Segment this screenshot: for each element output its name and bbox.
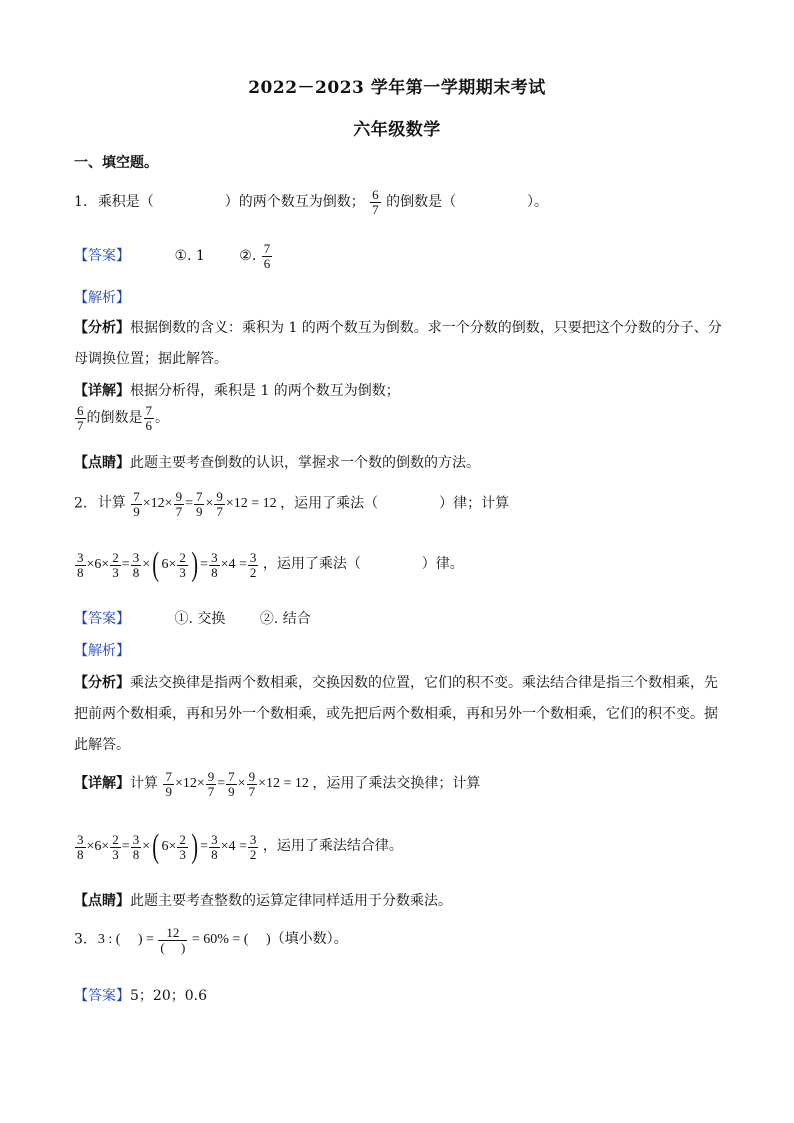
question-number: 2. xyxy=(74,495,88,512)
equation-associative: $\frac{3}{8}$ ×6× $\frac{2}{3}$ = $\frac{3}{8}$ ×( 6× $\frac{2}{3}$ ) = $\frac{3}{8}$ ×4 = $\frac{3}{2}$ xyxy=(77,828,257,865)
text-line: 此题主要考查倒数的认识，掌握求一个数的倒数的方法。 xyxy=(130,455,480,471)
fenxi-tag: 【分析】 xyxy=(74,320,130,336)
answer-tag: 【答案】 xyxy=(74,248,130,265)
question-text: ，运用了乘法（ xyxy=(280,495,379,512)
exam-title: 2022－2023 学年第一学期期末考试 xyxy=(248,78,546,98)
fraction: $\frac{7}{6}$ xyxy=(145,403,152,433)
question-text: ）的两个数互为倒数； xyxy=(224,194,365,211)
analysis-paragraph xyxy=(74,672,718,692)
dianjing-tag: 【点睛】 xyxy=(74,893,130,909)
answer-item: ①. 1 xyxy=(174,248,205,265)
exam-subtitle: 六年级数学 xyxy=(353,120,441,140)
question-text: ）律；计算 xyxy=(439,495,510,512)
answer-tag: 【答案】 xyxy=(74,988,130,1004)
xiangjie-tag: 【详解】 xyxy=(74,775,130,792)
answer-item: ②. 结合 xyxy=(259,611,311,627)
question-number: 1. xyxy=(74,194,88,211)
detail-paragraph xyxy=(74,770,480,798)
text-line: 根据倒数的含义：乘积为 1 的两个数互为倒数。求一个分数的倒数，只要把这个分数的分子、分 xyxy=(130,320,722,336)
fenxi-tag: 【分析】 xyxy=(74,675,130,691)
answer-line xyxy=(74,985,207,1005)
detail-formula xyxy=(74,830,403,864)
question-2 xyxy=(74,490,509,518)
text-line: 此解答。 xyxy=(74,737,130,753)
xiangjie-tag: 【详解】 xyxy=(74,383,130,399)
text-line: 母调换位置；据此解答。 xyxy=(74,351,228,367)
question-text: 计算 xyxy=(97,495,126,512)
text-line: 计算 xyxy=(130,775,158,792)
answer-item: 5；20；0.6 xyxy=(130,988,207,1004)
question-1 xyxy=(74,188,548,216)
question-text: ）律。 xyxy=(421,556,464,573)
section-heading: 一、填空题。 xyxy=(74,155,158,171)
fraction: $\frac{6}{7}$ xyxy=(372,187,379,217)
key-point xyxy=(74,452,480,472)
text-line: 的倒数是 xyxy=(86,410,143,427)
answer-item: ②. xyxy=(239,248,257,265)
equation-associative: $\frac{3}{8}$ ×6× $\frac{2}{3}$ = $\frac{3}{8}$ ×( 6× $\frac{2}{3}$ ) = $\frac{3}{8}$ ×4 = $\frac{3}{2}$ xyxy=(77,546,257,583)
text-line: 乘法交换律是指两个数相乘，交换因数的位置，它们的积不变。乘法结合律是指三个数相乘，先 xyxy=(130,675,718,691)
question-number: 3. xyxy=(74,931,88,948)
fraction: $\frac{12}{( )}$ xyxy=(160,925,186,955)
punctuation: 。 xyxy=(155,410,169,427)
answer-item: ①. 交换 xyxy=(174,611,226,627)
question-3 xyxy=(74,926,348,954)
analysis-paragraph xyxy=(74,317,722,337)
fraction: $\frac{7}{6}$ xyxy=(263,241,271,271)
key-point xyxy=(74,890,452,910)
answer-tag: 【答案】 xyxy=(74,611,130,627)
equation: 3 : ( ) = $\frac{12}{( )}$ = 60% = ( )（填小数）。 xyxy=(97,925,348,955)
question-text: ，运用了乘法（ xyxy=(262,556,361,573)
question-text: 乘积是（ xyxy=(97,194,154,211)
equation-commutative: $\frac{7}{9}$ ×12× $\frac{9}{7}$ = $\frac{7}{9}$ × $\frac{9}{7}$ ×12 = 12 xyxy=(133,489,277,519)
question-text: 的倒数是（ xyxy=(386,194,457,211)
fraction: $\frac{6}{7}$ xyxy=(77,403,84,433)
text-line: ，运用了乘法交换律；计算 xyxy=(312,775,481,792)
text-line: 此题主要考查整数的运算定律同样适用于分数乘法。 xyxy=(130,893,452,909)
text-line: 根据分析得，乘积是 1 的两个数互为倒数； xyxy=(130,383,400,399)
question-2-line2 xyxy=(74,548,464,582)
analysis-tag: 【解析】 xyxy=(74,290,130,306)
analysis-tag: 【解析】 xyxy=(74,643,130,659)
question-text: ）。 xyxy=(527,194,549,211)
equation-commutative: $\frac{7}{9}$ ×12× $\frac{9}{7}$ = $\frac{7}{9}$ × $\frac{9}{7}$ ×12 = 12 xyxy=(165,769,309,799)
dianjing-tag: 【点睛】 xyxy=(74,455,130,471)
text-line: ，运用了乘法结合律。 xyxy=(262,838,403,855)
detail-formula xyxy=(74,404,169,432)
detail-paragraph xyxy=(74,380,400,400)
text-line: 把前两个数相乘，再和另外一个数相乘，或先把后两个数相乘，再和另外一个数相乘，它们的积不变。据 xyxy=(74,706,718,722)
answer-line xyxy=(74,608,311,628)
answer-line xyxy=(74,242,273,270)
